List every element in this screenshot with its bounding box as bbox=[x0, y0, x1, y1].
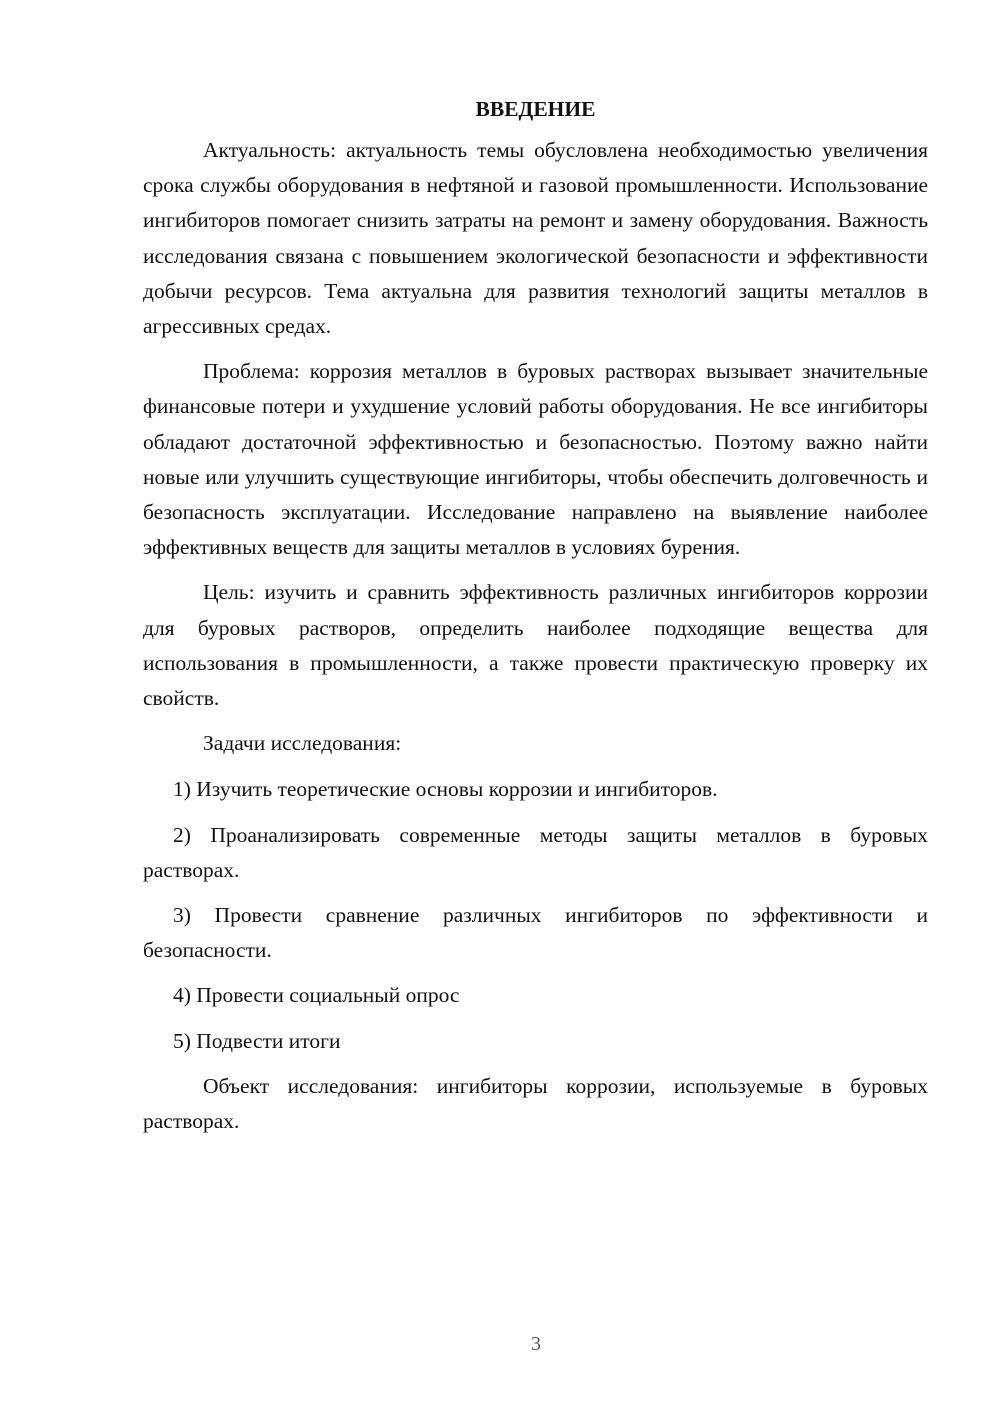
relevance-paragraph: Актуальность: актуальность темы обусловлена необходимостью увеличения срока службы оборудования в нефтяной и газовой промышленности. Использование ингибиторов помогает снизить затраты на ремонт и замену оборудования. Важность исследования связана с повышением экологической безопасности и эффективности добычи ресурсов. Тема актуальна для развития технологий защиты металлов в агрессивных средах. bbox=[143, 138, 928, 339]
problem-paragraph: Проблема: коррозия металлов в буровых растворах вызывает значительные финансовые потери и ухудшение условий работы оборудования. Не все ингибиторы обладают достаточной эффективностью и безопасностью. Поэтому важно найти новые или улучшить существующие ингибиторы, чтобы обеспечить долговечность и безопасность эксплуатации. Исследование направлено на выявление наиболее эффективных веществ для защиты металлов в условиях бурения. bbox=[143, 359, 928, 560]
section-heading: ВВЕДЕНИЕ bbox=[475, 97, 596, 121]
task-item-3: 3) Провести сравнение различных ингибиторов по эффективности и безопасности. bbox=[143, 903, 928, 963]
task-item-5: 5) Подвести итоги bbox=[173, 1028, 341, 1053]
tasks-heading: Задачи исследования: bbox=[203, 731, 402, 756]
page-body bbox=[143, 92, 928, 1149]
task-item-2: 2) Проанализировать современные методы защиты металлов в буровых растворах. bbox=[143, 822, 928, 882]
task-item-4: 4) Провести социальный опрос bbox=[173, 983, 460, 1008]
goal-paragraph: Цель: изучить и сравнить эффективность различных ингибиторов коррозии для буровых растворов, определить наиболее подходящие вещества для использования в промышленности, а также провести практическую проверку их свойств. bbox=[143, 580, 928, 711]
task-item-1: 1) Изучить теоретические основы коррозии и ингибиторов. bbox=[173, 777, 718, 802]
object-paragraph: Объект исследования: ингибиторы коррозии, используемые в буровых растворах. bbox=[143, 1073, 928, 1134]
page-number: 3 bbox=[531, 1333, 541, 1355]
